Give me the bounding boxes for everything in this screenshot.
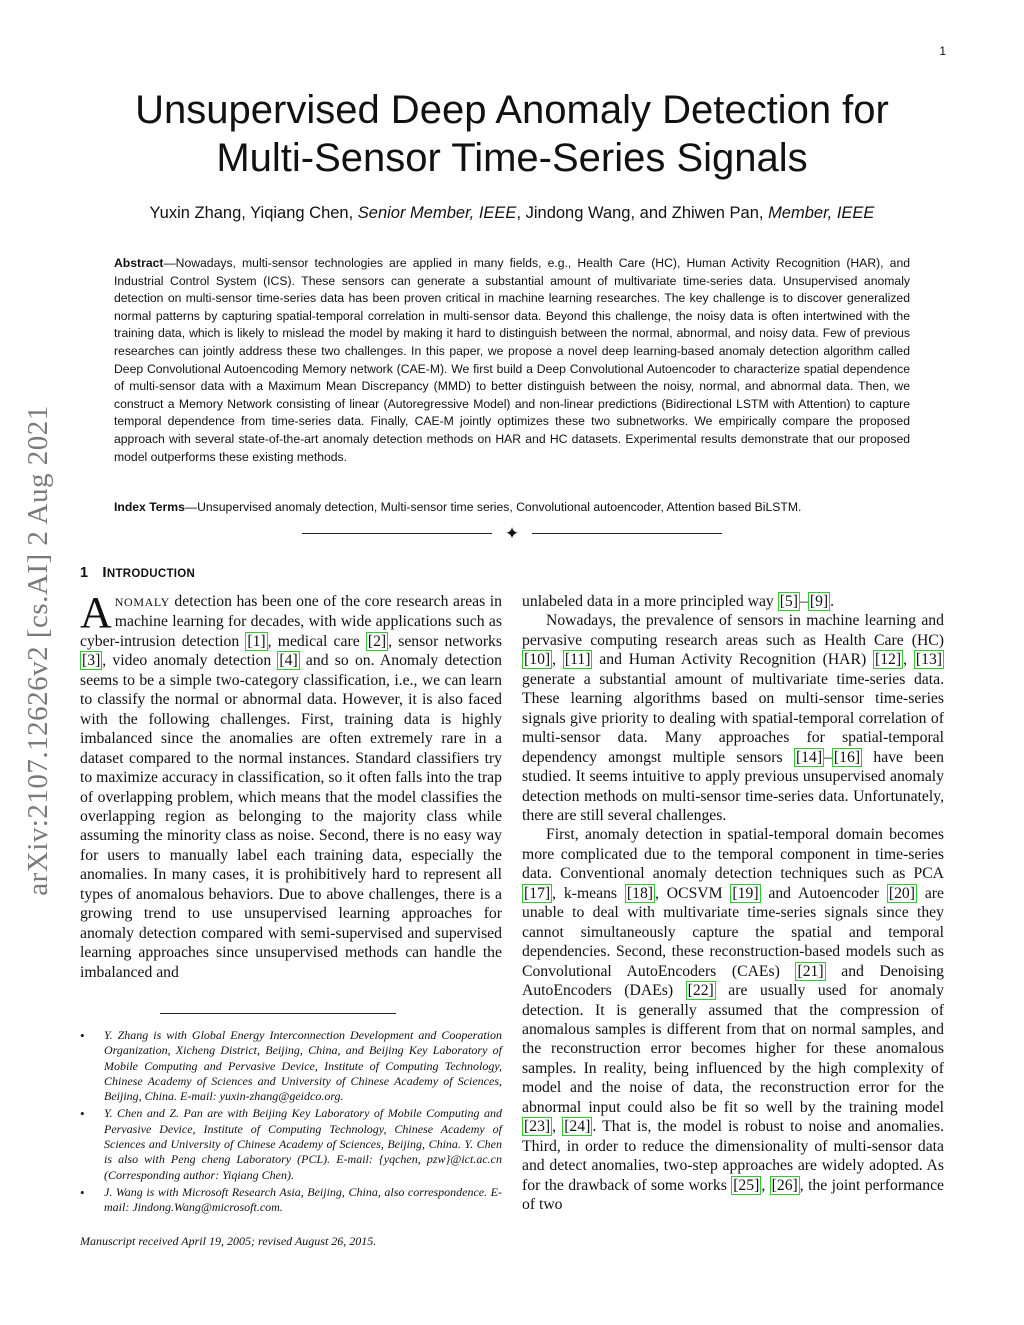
- arxiv-stamp: [14, 370, 62, 930]
- body-text: –: [800, 593, 808, 610]
- body-text: have been studied. It seems intuitive to apply previous unsupervised anomaly detection methods on multi-sensor time-series data. Unfortunately, there are still several challenges.: [522, 748, 944, 824]
- section-divider: [302, 524, 722, 544]
- first-word: NOMALY: [114, 595, 170, 609]
- body-text: ,: [552, 1118, 563, 1136]
- paper-title: [90, 86, 934, 182]
- body-text: and Autoencoder: [760, 884, 887, 902]
- citation-link[interactable]: [18]: [626, 884, 654, 902]
- citation-link[interactable]: [14]: [795, 748, 823, 766]
- body-column-left: [80, 588, 502, 982]
- drop-cap: A: [80, 588, 112, 637]
- authors-names-a: Yuxin Zhang, Yiqiang Chen,: [149, 204, 358, 222]
- body-text: , OCSVM: [655, 884, 731, 902]
- citation-link[interactable]: [1]: [247, 632, 266, 650]
- citation-link[interactable]: [23]: [524, 1118, 551, 1136]
- body-text: ,: [903, 651, 914, 669]
- citation-link[interactable]: [12]: [874, 651, 902, 669]
- citation-link[interactable]: [24]: [564, 1118, 591, 1136]
- body-text: and Denoising AutoEncoders (DAEs): [522, 962, 945, 1000]
- manuscript-note: Manuscript received April 19, 2005; revised August 26, 2015.: [80, 1234, 377, 1248]
- body-text: detection has been one of the core research areas in machine learning for decades, with wide applications such as cyber-intrusion detection: [80, 593, 502, 650]
- section-initial: I: [102, 564, 107, 581]
- citation-link[interactable]: [26]: [771, 1176, 798, 1194]
- body-text: , sensor networks: [388, 632, 502, 650]
- citation-link[interactable]: [17]: [524, 884, 551, 902]
- abstract: [114, 255, 910, 466]
- body-text: , the joint performance of two: [522, 1176, 945, 1214]
- body-text: First, anomaly detection in spatial-temporal domain becomes more complicated due to the temporal component in time-series data. Conventional anomaly detection techniques such as PCA: [522, 826, 944, 883]
- body-text: –: [824, 748, 832, 766]
- title-line-1: Unsupervised Deep Anomaly Detection for: [135, 88, 889, 132]
- body-text: , video anomaly detection: [102, 652, 278, 670]
- abstract-label: Abstract: [114, 256, 164, 270]
- citation-link[interactable]: [2]: [367, 632, 387, 650]
- body-text: , k-means: [552, 884, 625, 902]
- intro-paragraph-3: [522, 825, 944, 1214]
- author-list: [70, 204, 954, 223]
- body-text: are unable to deal with multivariate time-series signals since they cannot simultaneously capture the spatial and temporal dependencies. Second, these reconstruction-based models such as Convolutional AutoEncoders (CAEs): [522, 884, 944, 980]
- body-text: unlabeled data in a more principled way: [522, 593, 778, 610]
- intro-paragraph-1: [80, 588, 502, 982]
- intro-paragraph-1-cont: [522, 592, 944, 611]
- footnote-item: • Y. Chen and Z. Pan are with Beijing Key Laboratory of Mobile Computing and Pervasive Device, Institute of Computing Technology, Chinese Academy of Sciences and University of Chinese Academy of Sciences, Beijing, China. Y. Chen is also with Peng cheng Laboratory (PCL). E-mail: {yqchen, pzw}@ict.ac.cn (Corresponding author: Yiqiang Chen).: [80, 1106, 502, 1182]
- body-text: generate a substantial amount of multivariate time-series data. These learning algorithms based on multi-sensor time-series signals give priority to dealing with spatial-temporal correlation of multi-sensor data. Many approaches for spatial-temporal dependency amongst multiple sensors: [522, 670, 944, 766]
- citation-link[interactable]: [13]: [915, 651, 943, 669]
- index-terms: [114, 499, 910, 516]
- authors-role-b: Member, IEEE: [768, 204, 875, 222]
- section-number: 1: [80, 565, 89, 581]
- body-text: and so on. Anomaly detection seems to be a simple two-category classification, i.e., we can learn to classify the normal or abnormal data. However, it is also faced with the following challenges. First, training data is highly imbalanced since the anomalies are often extremely rare in a dataset compared to the normal instances. Standard classifiers try to maximize accuracy in classification, so it often falls into the trap of overlapping problem, which means that the model classifies the overlapping region as belonging to the majority class while assuming the minority class as noise. Second, there is no easy way for users to manually label each training data, especially the anomalies. In many cases, it is prohibitively hard to represent all types of anomalous behaviors. Due to above challenges, there is a growing trend to use unsupervised learning approaches for anomaly detection compared with semi-supervised and supervised learning approaches since unsupervised methods can handle the imbalanced and: [80, 652, 502, 981]
- section-heading: [80, 564, 195, 581]
- citation-link[interactable]: [19]: [732, 884, 759, 902]
- citation-link[interactable]: [16]: [833, 748, 861, 766]
- section-title-rest: NTRODUCTION: [106, 568, 196, 580]
- body-text: .: [830, 593, 835, 610]
- intro-paragraph-2: [522, 611, 944, 825]
- divider-star-icon: ✦: [504, 524, 520, 543]
- citation-link[interactable]: [11]: [564, 651, 591, 669]
- page-number: 1: [939, 44, 946, 58]
- body-text: ,: [761, 1176, 770, 1194]
- footnotes: [80, 1028, 502, 1218]
- arxiv-stamp-text: arXiv:2107.12626v2 [cs.AI] 2 Aug 2021: [21, 404, 54, 896]
- body-text: ,: [552, 651, 563, 669]
- citation-link[interactable]: [21]: [797, 962, 824, 980]
- citation-link[interactable]: [3]: [82, 652, 101, 670]
- footnote-item: • Y. Zhang is with Global Energy Interconnection Development and Cooperation Organization, Xicheng District, Beijing, China, and Beijing Key Laboratory of Mobile Computing and Pervasive Device, Institute of Computing Technology, Chinese Academy of Sciences and University of Chinese Academy of Sciences, Beijing, China. E-mail: yuxin-zhang@geidco.org.: [80, 1028, 502, 1104]
- index-terms-label: Index Terms: [114, 500, 185, 514]
- body-text: are usually used for anomaly detection. It is generally assumed that the compression of anomalous samples is different from that on normal samples, and the reconstruction error becomes higher for these anomalous samples. In reality, being influenced by the high complexity of model and the noise of data, the reconstruction error for the abnormal input could also be fit so well by the training model: [522, 982, 944, 1116]
- body-text: Nowadays, the prevalence of sensors in machine learning and pervasive computing research areas such as Health Care (HC): [522, 612, 944, 649]
- authors-role-a: Senior Member, IEEE: [357, 204, 517, 222]
- citation-link[interactable]: [9]: [809, 593, 829, 610]
- authors-names-b: , Jindong Wang, and Zhiwen Pan,: [516, 204, 769, 222]
- body-column-right: [522, 592, 944, 1215]
- title-line-2: Multi-Sensor Time-Series Signals: [216, 136, 808, 180]
- citation-link[interactable]: [10]: [524, 651, 551, 669]
- divider-line-right: [532, 533, 722, 534]
- citation-link[interactable]: [22]: [687, 982, 714, 1000]
- body-text: , medical care: [267, 632, 366, 650]
- citation-link[interactable]: [20]: [888, 884, 915, 902]
- index-terms-text: —Unsupervised anomaly detection, Multi-sensor time series, Convolutional autoencoder, Attention based BiLSTM.: [184, 500, 802, 514]
- body-text: and Human Activity Recognition (HAR): [592, 651, 873, 669]
- citation-link[interactable]: [25]: [733, 1176, 760, 1194]
- divider-line-left: [302, 533, 492, 534]
- abstract-text: —Nowadays, multi-sensor technologies are applied in many fields, e.g., Health Care (HC), Human Activity Recognition (HAR), and Industrial Control System (ICS). These sensors can generate a substantial amount of multivariate time-series data. Unsupervised anomaly detection on multi-sensor time-series data has been proven critical in machine learning researches. The key challenge is to discover generalized normal patterns by capturing spatial-temporal correlation in multi-sensor data. Beyond this challenge, the noisy data is often intertwined with the training data, which is likely to mislead the model by making it hard to distinguish between the normal, abnormal, and noisy data. Few of previous researches can jointly address these two challenges. In this paper, we propose a novel deep learning-based anomaly detection algorithm called Deep Convolutional Autoencoding Memory network (CAE-M). We first build a Deep Convolutional Autoencoder to characterize spatial dependence of multi-sensor data with a Maximum Mean Discrepancy (MMD) to better distinguish between the noisy, normal, and abnormal data. Then, we construct a Memory Network consisting of linear (Autoregressive Model) and non-linear predictions (Bidirectional LSTM with Attention) to capture temporal dependence from time-series data. Finally, CAE-M jointly optimizes these two subnetworks. We empirically compare the proposed approach with several state-of-the-art anomaly detection methods on HAR and HC datasets. Experimental results demonstrate that our proposed model outperforms these existing methods.: [114, 256, 910, 464]
- footnote-item: • J. Wang is with Microsoft Research Asia, Beijing, China, also correspondence. E-mail: Jindong.Wang@microsoft.com.: [80, 1185, 502, 1216]
- body-text: . That is, the model is robust to noise and anomalies. Third, in order to reduce the dimensionality of multi-sensor data and detect anomalies, two-step approaches are widely adopted. As for the drawback of some works: [522, 1118, 944, 1194]
- footnote-rule: [160, 1013, 396, 1014]
- citation-link[interactable]: [4]: [279, 652, 298, 670]
- citation-link[interactable]: [5]: [779, 593, 798, 610]
